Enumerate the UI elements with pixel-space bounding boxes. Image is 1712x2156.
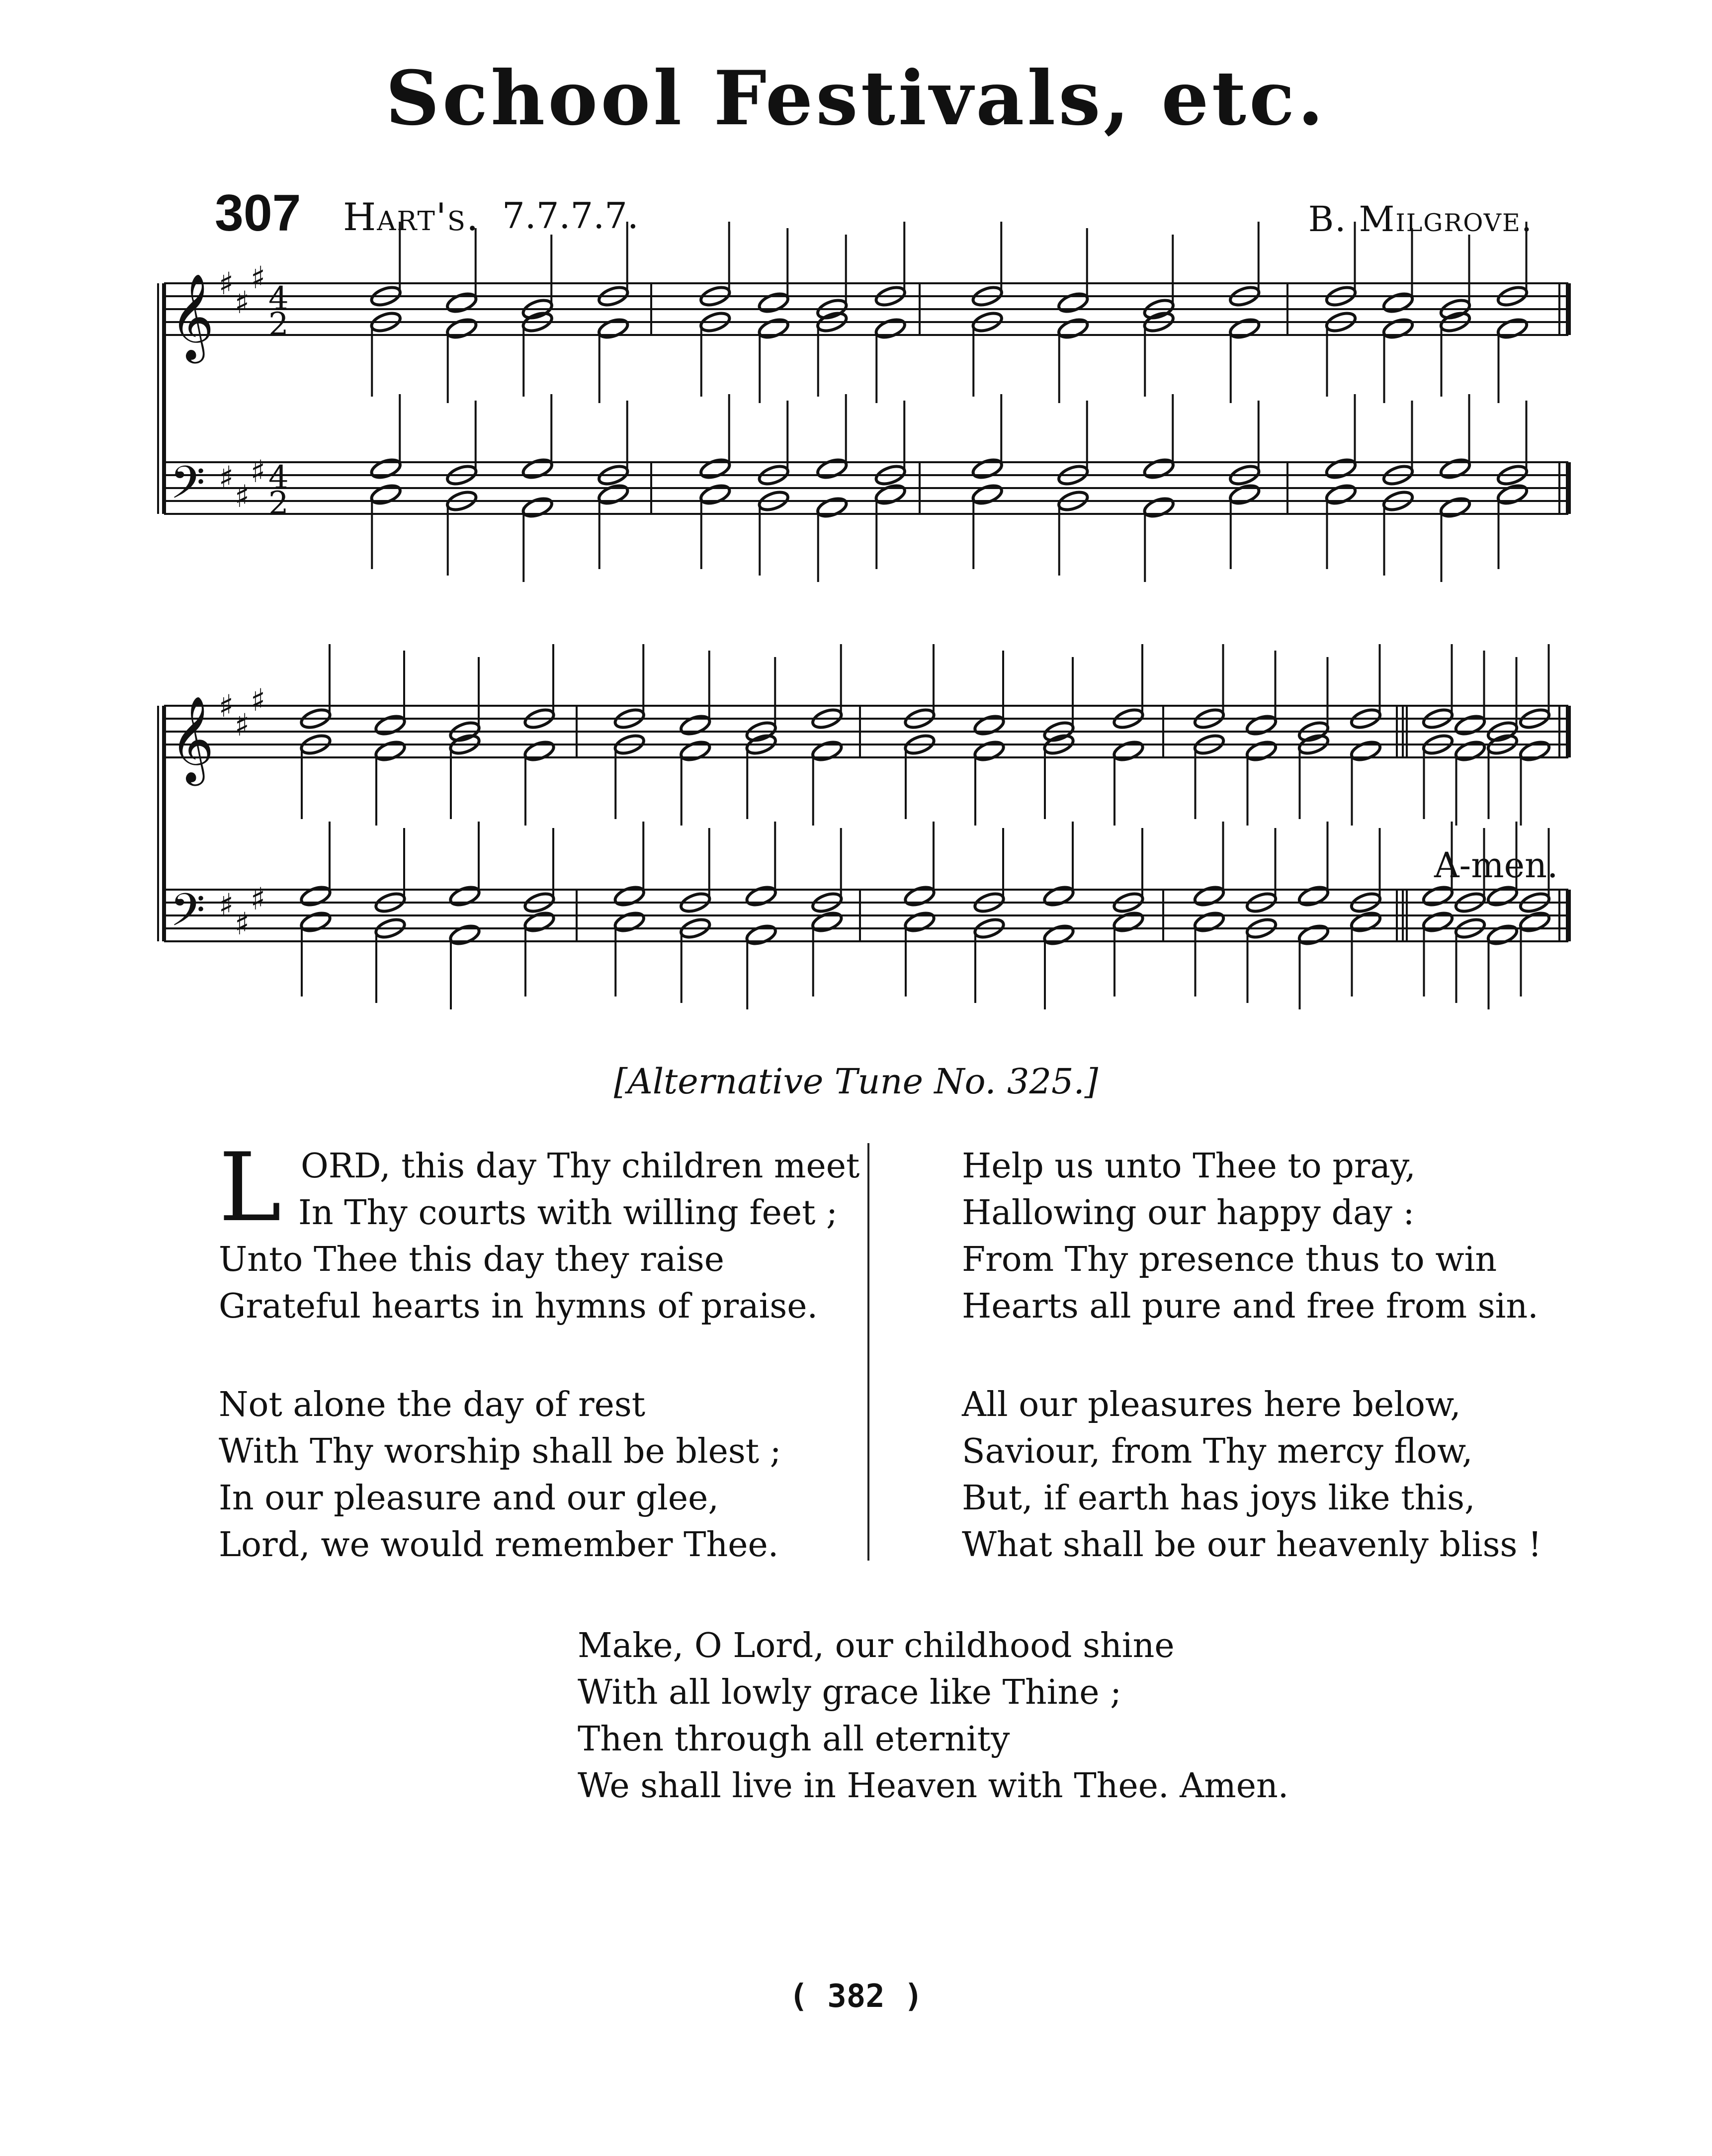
tune-name: Hart's. (343, 195, 480, 239)
alternative-tune-note: [Alternative Tune No. 325.] (613, 1061, 1099, 1102)
note-head (874, 317, 907, 341)
verse-line: Hearts all pure and free from sin. (962, 1287, 1539, 1326)
sharp-sign: ♯ (219, 265, 234, 302)
note-head (903, 910, 937, 934)
note-head (1496, 483, 1529, 507)
note-head (1228, 317, 1261, 341)
verse-line: Hallowing our happy day : (962, 1193, 1415, 1233)
time-signature-top: 4 (268, 459, 289, 496)
verse-line: Unto Thee this day they raise (219, 1240, 725, 1279)
note-head (1349, 910, 1382, 934)
note-head (1496, 317, 1529, 341)
note-head (1228, 483, 1261, 507)
note-head (1518, 739, 1551, 763)
sharp-sign: ♯ (235, 284, 250, 321)
note-head (757, 291, 790, 315)
note-head (1421, 884, 1455, 909)
time-signature-top: 4 (268, 280, 289, 317)
music-score (0, 0, 1712, 1044)
note-head (369, 483, 403, 507)
verse-line: Help us unto Thee to pray, (962, 1147, 1416, 1186)
time-signature-bottom: 2 (268, 306, 289, 343)
note-head (521, 496, 554, 520)
verse-line: Not alone the day of rest (219, 1385, 646, 1424)
note-head (1349, 739, 1382, 763)
note-head (597, 483, 630, 507)
note-head (745, 884, 778, 909)
note-head (523, 910, 556, 934)
note-head (613, 884, 646, 909)
note-head (815, 496, 849, 520)
note-head (971, 483, 1004, 507)
meter: 7.7.7.7. (502, 195, 639, 237)
note-head (1454, 713, 1487, 738)
note-head (521, 457, 554, 481)
note-head (1439, 496, 1472, 520)
verse-line: Lord, we would remember Thee. (219, 1525, 779, 1565)
verse-5 (578, 1623, 1288, 1810)
verse-line: With all lowly grace like Thine ; (578, 1673, 1122, 1712)
note-head (971, 457, 1004, 481)
note-head (448, 884, 482, 909)
sharp-sign: ♯ (251, 881, 266, 917)
note-head (299, 884, 333, 909)
note-head (1518, 910, 1551, 934)
verse-line: Make, O Lord, our childhood shine (578, 1626, 1175, 1665)
column-divider (867, 1143, 869, 1561)
composer: B. Milgrove. (1308, 199, 1533, 240)
bass-clef: 𝄢 (170, 884, 205, 947)
note-head (874, 483, 907, 507)
note-head (1245, 713, 1278, 738)
note-head (1112, 739, 1145, 763)
note-head (1297, 923, 1330, 947)
verse-line: With Thy worship shall be blest ; (219, 1432, 781, 1471)
note-head (1297, 884, 1330, 909)
verse-4 (962, 1382, 1541, 1569)
note-head (448, 923, 482, 947)
verse-line: All our pleasures here below, (962, 1385, 1461, 1424)
sharp-sign: ♯ (251, 682, 266, 718)
note-head (810, 739, 844, 763)
note-head (1324, 483, 1358, 507)
note-head (445, 317, 478, 341)
sharp-sign: ♯ (235, 906, 250, 942)
sharp-sign: ♯ (219, 688, 234, 724)
verse-line: What shall be our heavenly bliss ! (962, 1525, 1542, 1565)
verse-line: In our pleasure and our glee, (219, 1479, 719, 1518)
drop-cap: L (219, 1133, 282, 1243)
note-head (1142, 457, 1176, 481)
verse-line: Grateful hearts in hymns of praise. (219, 1287, 818, 1326)
note-head (810, 910, 844, 934)
note-head (369, 457, 403, 481)
note-head (973, 713, 1006, 738)
verse-2 (219, 1382, 781, 1569)
amen-label: A-men. (1434, 845, 1558, 886)
hymn-number: 307 (215, 184, 301, 242)
note-head (299, 910, 333, 934)
note-head (973, 739, 1006, 763)
note-head (1381, 291, 1415, 315)
verse-line: In Thy courts with willing feet ; (298, 1193, 838, 1233)
note-head (1324, 457, 1358, 481)
sharp-sign: ♯ (235, 707, 250, 743)
verse-line: ORD, this day Thy children meet (301, 1147, 860, 1186)
note-head (1454, 739, 1487, 763)
time-signature-bottom: 2 (268, 485, 289, 522)
note-head (523, 739, 556, 763)
sharp-sign: ♯ (235, 478, 250, 514)
note-head (1042, 884, 1076, 909)
treble-clef: 𝄞 (170, 273, 214, 360)
verse-1 (219, 1133, 860, 1330)
sharp-sign: ♯ (219, 459, 234, 496)
note-head (613, 910, 646, 934)
note-head (1486, 923, 1519, 947)
note-head (1193, 884, 1226, 909)
note-head (698, 483, 732, 507)
note-head (1439, 457, 1472, 481)
note-head (374, 713, 407, 738)
note-head (745, 923, 778, 947)
note-head (1193, 910, 1226, 934)
verse-line: But, if earth has joys like this, (962, 1479, 1475, 1518)
note-head (1381, 317, 1415, 341)
note-head (1486, 884, 1519, 909)
note-head (1056, 317, 1090, 341)
note-head (1421, 910, 1455, 934)
note-head (698, 457, 732, 481)
verse-3 (962, 1143, 1539, 1330)
verse-line: From Thy presence thus to win (962, 1240, 1497, 1279)
verse-line: We shall live in Heaven with Thee. Amen. (578, 1766, 1289, 1806)
note-head (903, 884, 937, 909)
bass-clef: 𝄢 (170, 456, 205, 520)
note-head (679, 739, 712, 763)
note-head (1142, 496, 1176, 520)
note-head (757, 317, 790, 341)
note-head (815, 457, 849, 481)
sharp-sign: ♯ (251, 259, 266, 296)
note-head (1042, 923, 1076, 947)
verse-line: Saviour, from Thy mercy flow, (962, 1432, 1473, 1471)
note-head (374, 739, 407, 763)
page-number: ( 382 ) (789, 1978, 923, 2015)
note-head (1056, 291, 1090, 315)
note-head (679, 713, 712, 738)
note-head (1112, 910, 1145, 934)
note-head (1245, 739, 1278, 763)
verse-line: Then through all eternity (578, 1720, 1010, 1759)
note-head (445, 291, 478, 315)
sharp-sign: ♯ (251, 453, 266, 490)
treble-clef: 𝄞 (170, 696, 214, 782)
note-head (597, 317, 630, 341)
section-title: School Festivals, etc. (385, 55, 1327, 142)
sharp-sign: ♯ (219, 887, 234, 923)
